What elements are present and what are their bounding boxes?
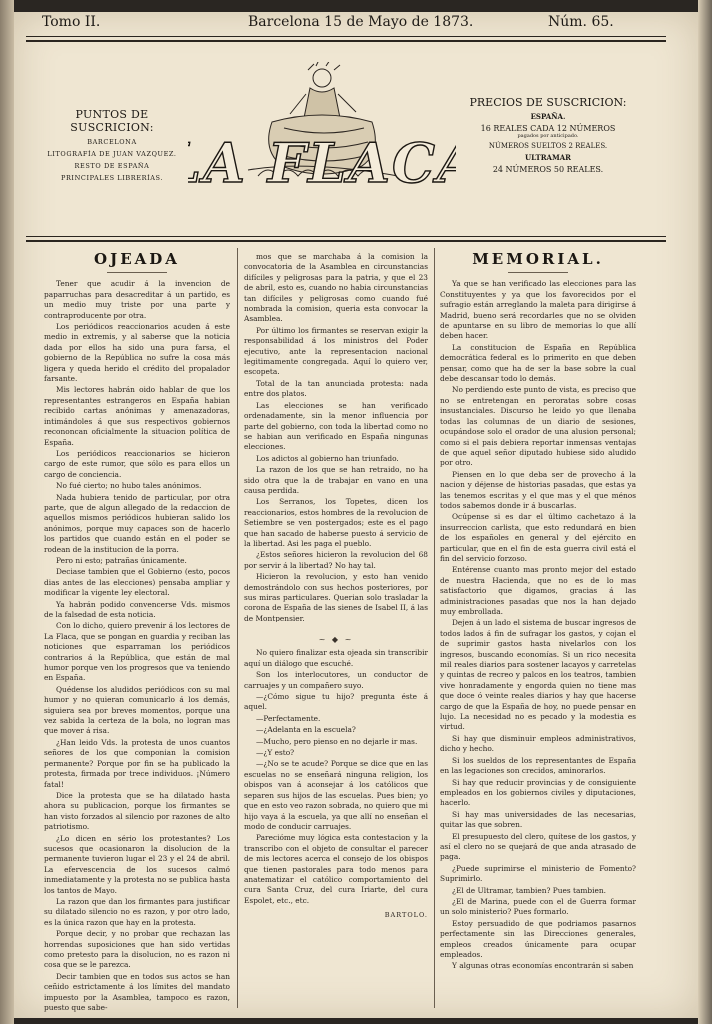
masthead-rule-1 — [26, 236, 666, 237]
volume-label: Tomo II. — [42, 14, 101, 30]
memorial-title: MEMORIAL. — [472, 252, 604, 268]
memorial-column — [440, 252, 636, 992]
paragraph: Los Serranos, los Topetes, dicen los reaccionarios, estos hombres de la revolucion de Setiembre se ven postergados; este es el pago que han sacado de haberse puesto á servicio de la libertad. Asi les paga el pueblo. — [244, 497, 428, 548]
paragraph: Porque decir, y no probar que rechazan las horrendas suposiciones que han sido vertidas como pretesto para la disolucion, no es razon ni cosa que se le parezca. — [44, 929, 230, 970]
paragraph: ¿El de Ultramar, tambien? Pues tambien. — [452, 885, 606, 895]
paragraph: Si hay mas universidades de las necesarias, quitar las que sobren. — [440, 809, 636, 830]
ojeada-column-2 — [244, 252, 428, 622]
paragraph: El presupuesto del clero, quítese de los gastos, y así el clero no se quejará de que anda atrasado de paga. — [440, 831, 636, 862]
paragraph: Los periódicos reaccionarios se hicieron cargo de este rumor, que sólo es para ellos un cargo de conciencia. — [44, 448, 230, 479]
paragraph: Son los interlocutores, un conductor de carruajes y un compañero suyo. — [244, 670, 428, 690]
subscription-shops: PRINCIPALES LIBRERÍAS. — [60, 174, 164, 182]
paragraph: Dejen á un lado el sistema de buscar ingresos de todos lados á fin de sufragar los gastos, y cojan el de suprimir gastos hasta nivelarlos con los ingresos, buscando economías. Si un rico necesita mil reales diarios para sostener lacayos y carretelas y quintas de recreo y palcos en los teatros, tambien vive honradamente y engorda quien no tiene mas que doce ó veinte reales diarios y hay que hacerse cargo de que la España de hoy, no puede pensar en lujo. La necesidad no es pecado y la modestia es virtud. — [440, 618, 636, 732]
paragraph: ¿El de Marina, puede con el de Guerra formar un solo ministerio? Pues formarlo. — [440, 896, 636, 917]
ojeada-col2b-paragraphs — [244, 648, 428, 906]
paragraph: ¿Puede suprimirse el ministerio de Fomento? Suprimirlo. — [440, 863, 636, 884]
page-binding-edge — [0, 0, 14, 1024]
paragraph: Quédense los aludidos periódicos con su mal humor y no quieran comunicarlo á los demás, siguiera sea por breves momentos, porque una vez sabida la certeza de la bola, no logran mas que mover á risa. — [44, 684, 230, 736]
column-divider-2 — [434, 248, 435, 1008]
paragraph: Y algunas otras economías encontrarán si saben — [452, 961, 634, 971]
subscription-printer: LITOGRAFÍA DE JUAN VAZQUEZ. — [47, 150, 177, 158]
paragraph: La constitucion de España en República democrática federal es lo primerito en que deben pensar, como que ha de ser la base sobre la cual debe descansar todo lo demás. — [440, 342, 636, 384]
paragraph: —¿Y esto? — [256, 748, 295, 758]
page-right-edge — [698, 0, 712, 1024]
issue-number: Núm. 65. — [548, 14, 614, 30]
prices-main: 16 REALES CADA 12 NÚMEROS — [480, 124, 616, 133]
paragraph: Tener que acudir á la invencion de paparruchas para desacreditar á un partido, es un medio muy triste por una parte y contraproducente por otra. — [44, 279, 230, 320]
paragraph: Los adictos al gobierno han triunfado. — [256, 453, 399, 463]
ojeada-col2-paragraphs — [244, 252, 428, 622]
paragraph: Total de la tan anunciada protesta: nada entre dos platos. — [244, 378, 428, 399]
paragraph: No fué cierto; no hubo tales anónimos. — [56, 481, 202, 491]
masthead-rule-2 — [26, 240, 666, 242]
paragraph: —¿Cómo sigue tu hijo? pregunta éste á aquel. — [244, 692, 428, 712]
paragraph: La razon que dan los firmantes para justificar su dilatado silencio no es razon, y por otro lado, es la única razon que hay en la protesta. — [44, 896, 230, 927]
subscription-rest: RESTO DE ESPAÑA — [74, 162, 150, 170]
subscription-prices — [458, 96, 638, 174]
paragraph: Mis lectores habrán oido hablar de que los representantes estrangeros en España habian recibido cartas anónimas y amenazadoras, intimándoles á que sus respectivos gobiernos recononcan oficialmente la situacion política de España. — [44, 385, 230, 447]
prices-overseas: ULTRAMAR — [525, 153, 571, 162]
subscription-points — [32, 108, 192, 182]
paragraph: La razon de los que se han retraido, no ha sido otra que la de trabajar en vano en una causa perdida. — [244, 465, 428, 495]
paragraph: Si los sueldos de los representantes de España en las legaciones son crecidos, aminorarlos. — [440, 755, 636, 776]
prices-overseas-price: 24 NÚMEROS 50 REALES. — [492, 165, 604, 174]
paragraph: No quiero finalizar esta ojeada sin transcribir aquí un diálogo que escuché. — [244, 648, 428, 668]
paragraph: —Perfectamente. — [256, 713, 321, 723]
paragraph: —Mucho, pero pienso en no dejarle ir mas. — [256, 736, 418, 746]
paragraph: ¿Estos señores hicieron la revolucion del 68 por servir á la libertad? No hay tal. — [244, 550, 428, 570]
paragraph: No perdiendo este punto de vista, es preciso que no se entretengan en peroratas sobre cosas insustanciales. Discurso he leido yo que llenaba todas las columnas de un diario de sesiones, ocupándose solo el orador de una alusion personal; como si el pais debiera reportar inmensas ventajas de que aquel señor diputado hubiese sido aludido por otro. — [440, 385, 636, 468]
memorial-paragraphs — [440, 279, 636, 971]
prices-region: ESPAÑA. — [530, 112, 566, 121]
paragraph: —¿Adelanta en la escuela? — [256, 725, 356, 735]
prices-heading: PRECIOS DE SUSCRICION: — [469, 96, 627, 109]
ojeada-title: OJEADA — [94, 252, 180, 268]
paragraph: Estoy persuadido de que podriamos pasarnos perfectamente sin las Direcciones generales, empleos creados únicamente para ocupar empleados. — [440, 918, 636, 959]
paragraph: Ocúpense si es dar el último cachetazo á la insurreccion carlista, que esto redundará en bien de los españoles en general y del ejército en particular, que en el fin de esta guerra civil está el fin del servicio forzoso. — [440, 512, 636, 563]
paragraph: ¿Han leido Vds. la protesta de unos cuantos señores de los que componian la comision permanente? Porque por fin se ha publicado la protesta, firmada por trece individuos. ¡Número fatal! — [44, 737, 230, 789]
paragraph: Por último los firmantes se reservan exigir la responsabilidad á los ministros del Poder ejecutivo, ante la representacion nacional legitimamente congregada. Aquí lo quiero ver, escopeta. — [244, 325, 428, 377]
paragraph: Nada hubiera tenido de particular, por otra parte, que de algun allegado de la redaccion de aquellos mismos periódicos hubieran salido los anónimos, porque muy capaces son de hacerlo los partidos que cuando están en el poder se rodean de la institucion de la porra. — [44, 492, 230, 554]
ojeada-col1-paragraphs — [44, 279, 230, 1012]
paragraph: Hicieron la revolucion, y esto han venido demostrándolo con sus hechos posteriores, por sus miras particulares. Querian solo trasladar la corona de España de las sienes de Isabel II, á las de Montpensier. — [244, 572, 428, 622]
prices-note: pagados por anticipado. — [517, 133, 579, 139]
paragraph: Parecióme muy lógica esta contestacion y la transcribo con el objeto de consultar el parecer de mis lectores acerca el consejo de los obispos que tienen pastorales para todo menos para anatematizar el católico comportamiento del cura Santa Cruz, del cura Iriarte, del cura Espolet, etc., etc. — [244, 833, 428, 905]
paragraph: Si hay que disminuir empleos administrativos, dicho y hecho. — [440, 733, 636, 754]
title-separator — [107, 272, 167, 273]
paragraph: Entérense cuanto mas pronto mejor del estado de nuestra Hacienda, que no es de lo mas satisfactorio que digamos, gracias á las administraciones pasadas que nos la han dejado muy embrollada. — [440, 565, 636, 616]
paragraph: Pero ni esto; patrañas únicamente. — [56, 555, 187, 565]
signature: BARTOLO. — [384, 911, 428, 920]
masthead-title: A FLAC — [203, 131, 437, 195]
figure-head-icon — [313, 69, 331, 87]
paragraph: Piensen en lo que deba ser de provecho á la nacion y déjense de historias pasadas, que estas ya las tenemos escritas y el que mas y el que ménos todos sabemos donde ir á buscarlas. — [440, 469, 636, 510]
ojeada-column-1 — [44, 252, 230, 1012]
paragraph: Dice la protesta que se ha dilatado hasta ahora su publicacion, porque los firmantes se han visto forzados al silencio por razones de alto patriotismo. — [44, 790, 230, 832]
section-ornament: ~ ◆ ~ — [318, 635, 354, 644]
paragraph: Con lo dicho, quiero prevenir á los lectores de La Flaca, que se pongan en guardia y reciban las noticiones que esparraman los periódicos contrarios á la República, que están de mal humor porque ven los progresos que va teniendo en España. — [44, 621, 230, 683]
masthead-illustration — [188, 62, 456, 222]
ojeada-column-2-dialogue — [244, 632, 428, 992]
place-date: Barcelona 15 de Mayo de 1873. — [248, 14, 474, 30]
masthead-engraving — [188, 62, 456, 222]
paragraph: mos que se marchaba á la comision la convocatoria de la Asamblea en circunstancias difíciles y peligrosas para la patria, y que el 23 de abril, esto es, cuando no habia circunstancias tan difíciles y peligrosas como cuando fué nombrada la comision, queria esta convocar la Asamblea. — [244, 252, 428, 324]
paragraph: Ya habrán podido convencerse Vds. mismos de la falsedad de esta noticia. — [44, 599, 230, 619]
memorial-separator — [508, 272, 568, 273]
subscription-city: BARCELONA — [87, 138, 137, 146]
header-rule-top — [26, 36, 666, 37]
paragraph: —¿No se te acude? Porque se dice que en las escuelas no se enseñará ninguna religion, los obispos van á aconsejar á los católicos que separen sus hijos de las escuelas. Pues bien; yo que en esto veo razon sobrada, no quiero que mi hijo vaya á la escuela, ya que allí no enseñan el modo de conducir carruajes. — [244, 759, 428, 831]
subscription-points-heading: PUNTOS DE SUSCRICION: — [70, 108, 154, 134]
paragraph: Si hay que reducir provincias y de consiguiente empleados en los gobiernos civiles y diputaciones, hacerlo. — [440, 777, 636, 808]
paragraph: ¿Lo dicen en sério los protestantes? Los sucesos que ocasionaron la disolucion de la permanente tuvieron lugar el 23 y el 24 de abril. La efervescencia de los sucesos calmó inmediatamente y la protesta no se publica hasta los tantos de Mayo. — [44, 833, 230, 895]
paragraph: Los periódicos reaccionarios acuden á este medio in extremis, y al saberse que la noticia dada por ellos ha sido una pura farsa, el gobierno de la República no sufre la cosa más ligera y queda herido el crédito del propalador farsante. — [44, 322, 230, 384]
paragraph: Decir tambien que en todos sus actos se han ceñido estrictamente á los límites del mandato impuesto por la Asamblea, tampoco es razon, puesto que sabe- — [44, 971, 230, 1012]
header-rule-bottom — [26, 40, 666, 42]
paragraph: Deciase tambien que el Gobierno (esto, pocos dias antes de las elecciones) pensaba ampliar y modificar la vigente ley electoral. — [44, 567, 230, 598]
prices-loose: NÚMEROS SUELTOS 2 REALES. — [488, 142, 608, 150]
paragraph: Las elecciones se han verificado ordenadamente, sin la menor influencia por parte del gobierno, con toda la libertad como no se habian aun verificado en España ningunas elecciones. — [244, 400, 428, 452]
column-divider-1 — [237, 248, 238, 1008]
paragraph: Ya que se han verificado las elecciones para las Constituyentes y ya que los favorecidos por el sufragio están arreglando la maleta para dirigirse á Madrid, bueno será recordarles que no se olviden de apuntarse en su libro de memorias lo que allí deben hacer. — [440, 279, 636, 341]
